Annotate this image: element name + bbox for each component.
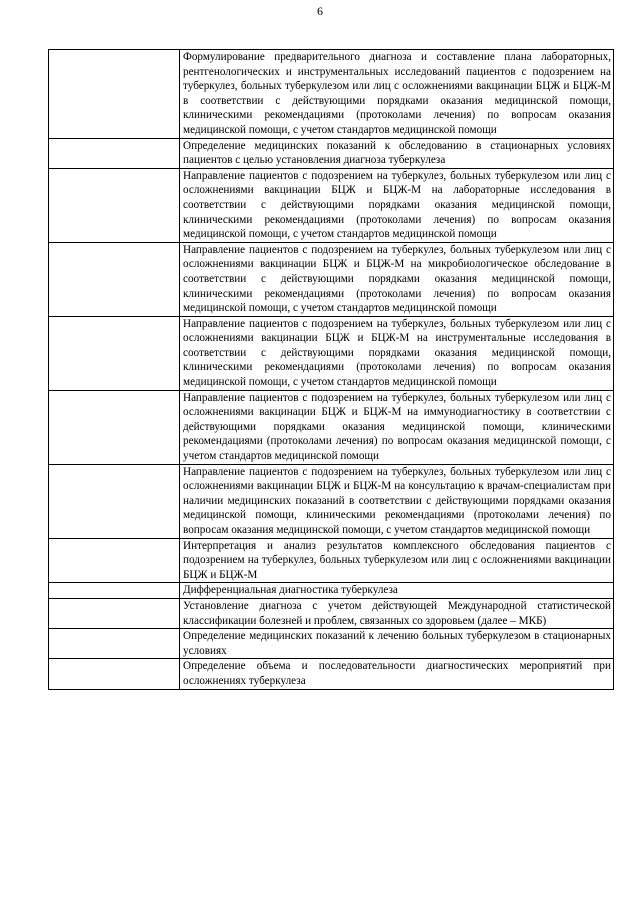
table-cell-label bbox=[49, 242, 180, 316]
table-cell-label bbox=[49, 629, 180, 659]
table-cell-label bbox=[49, 583, 180, 599]
table-row bbox=[49, 316, 614, 390]
table-row bbox=[49, 598, 614, 628]
cell-text: Дифференциальная диагностика туберкулеза bbox=[183, 584, 398, 597]
cell-text: Интерпретация и анализ результатов комплексного обследования пациентов с подозрением на туберкулез, больных туберкулезом или лиц с осложнениями вакцинации БЦЖ и БЦЖ-М bbox=[183, 539, 611, 581]
table-row bbox=[49, 168, 614, 242]
table-cell-text bbox=[180, 390, 614, 464]
table-cell-label bbox=[49, 390, 180, 464]
table-row bbox=[49, 538, 614, 583]
cell-text: Формулирование предварительного диагноза и составление плана лабораторных, рентгенологических и инструментальных исследований пациентов с подозрением на туберкулез, больных туберкулезом или лиц с осложнениями вакцинации БЦЖ и БЦЖ-М в соответствии с действующими порядками оказания медицинской помощи, клиническими рекомендациями (протоколами лечения) по вопросам оказания медицинской помощи, с учетом стандартов медицинской помощи bbox=[183, 51, 611, 136]
table-cell-text bbox=[180, 464, 614, 538]
table-cell-label bbox=[49, 659, 180, 689]
cell-text: Установление диагноза с учетом действующей Международной статистической классификации болезней и проблем, связанных со здоровьем (далее – МКБ) bbox=[183, 599, 611, 627]
table-cell-text bbox=[180, 538, 614, 583]
table-cell-label bbox=[49, 598, 180, 628]
page-number: 6 bbox=[317, 4, 323, 18]
table-cell-label bbox=[49, 168, 180, 242]
table-cell-label bbox=[49, 50, 180, 139]
cell-text: Направление пациентов с подозрением на туберкулез, больных туберкулезом или лиц с осложнениями вакцинации БЦЖ и БЦЖ-М на консультацию к врачам-специалистам при наличии медицинских показаний в соответствии с действующими порядками оказания медицинской помощи, клиническими рекомендациями (протоколами лечения) по вопросам оказания медицинской помощи, с учетом стандартов медицинской помощи bbox=[183, 465, 611, 536]
table-row bbox=[49, 138, 614, 168]
table-cell-label bbox=[49, 138, 180, 168]
table-row bbox=[49, 659, 614, 689]
table-row bbox=[49, 629, 614, 659]
table-row bbox=[49, 390, 614, 464]
table-cell-text bbox=[180, 138, 614, 168]
function-table bbox=[48, 49, 614, 690]
cell-text: Определение медицинских показаний к обследованию в стационарных условиях пациентов с целью установления диагноза туберкулеза bbox=[183, 139, 611, 167]
cell-text: Определение медицинских показаний к лечению больных туберкулезом в стационарных условиях bbox=[183, 630, 611, 657]
table-cell-text bbox=[180, 629, 614, 659]
table-row bbox=[49, 242, 614, 316]
table-row bbox=[49, 50, 614, 139]
cell-text: Направление пациентов с подозрением на туберкулез, больных туберкулезом или лиц с осложнениями вакцинации БЦЖ и БЦЖ-М на иммунодиагностику в соответствии с действующими порядками оказания медицинской помощи, клиническими рекомендациями (протоколами лечения) по вопросам оказания медицинской помощи, с учетом стандартов медицинской помощи bbox=[183, 391, 611, 463]
table-cell-text bbox=[180, 168, 614, 242]
table-cell-text bbox=[180, 50, 614, 139]
cell-text: Направление пациентов с подозрением на туберкулез, больных туберкулезом или лиц с осложнениями вакцинации БЦЖ и БЦЖ-М на лабораторные исследования в соответствии с действующими порядками оказания медицинской помощи, клиническими рекомендациями (протоколами лечения) по вопросам оказания медицинской помощи, с учетом стандартов медицинской помощи bbox=[183, 169, 611, 241]
table-cell-text bbox=[180, 598, 614, 628]
table-row bbox=[49, 464, 614, 538]
table-row bbox=[49, 583, 614, 599]
cell-text: Направление пациентов с подозрением на туберкулез, больных туберкулезом или лиц с осложнениями вакцинации БЦЖ и БЦЖ-М на инструментальные исследования в соответствии с действующими порядками оказания медицинской помощи, клиническими рекомендациями (протоколами лечения) по вопросам оказания медицинской помощи, с учетом стандартов медицинской помощи bbox=[183, 317, 611, 389]
cell-text: Направление пациентов с подозрением на туберкулез, больных туберкулезом или лиц с осложнениями вакцинации БЦЖ и БЦЖ-М на микробиологическое обследование в соответствии с действующими порядками оказания медицинской помощи, клиническими рекомендациями (протоколами лечения) по вопросам оказания медицинской помощи, с учетом стандартов медицинской помощи bbox=[183, 243, 611, 315]
table-cell-label bbox=[49, 538, 180, 583]
table-cell-text bbox=[180, 316, 614, 390]
table-cell-label bbox=[49, 316, 180, 390]
table-cell-text bbox=[180, 659, 614, 689]
cell-text: Определение объема и последовательности диагностических мероприятий при осложнениях туберкулеза bbox=[183, 660, 611, 687]
table-cell-text bbox=[180, 583, 614, 599]
table-cell-label bbox=[49, 464, 180, 538]
table-cell-text bbox=[180, 242, 614, 316]
